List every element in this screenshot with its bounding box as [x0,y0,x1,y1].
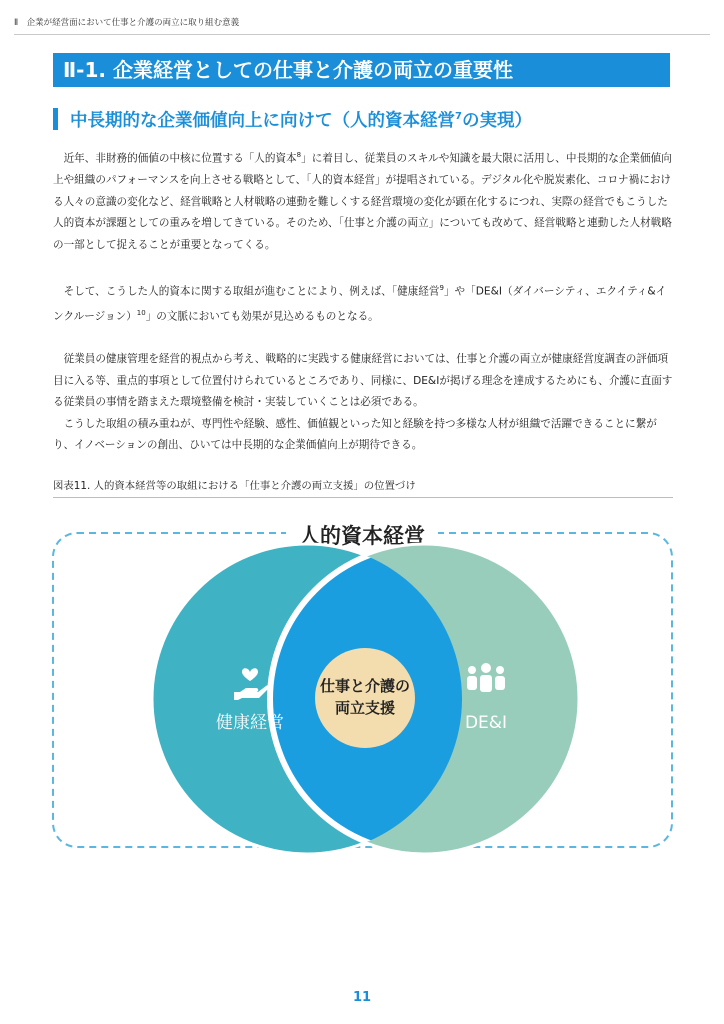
center-label-line2: 両立支援 [334,699,396,717]
center-label-line1: 仕事と介護の [319,677,411,695]
page-number: 11 [352,990,372,1005]
subsection-heading [53,106,532,132]
caption-divider [53,497,673,498]
footnote-ref: 7 [455,110,462,122]
running-header: Ⅱ 企業が経営面において仕事と介護の両立に取り組む意義 [14,18,240,28]
outer-label: 人的資本経営 [299,524,425,548]
figure-caption: 図表11. 人的資本経営等の取組における「仕事と介護の両立支援」の位置づけ [53,480,416,492]
footnote-ref: 10 [136,308,146,317]
heading-accent-bar [53,108,58,130]
right-circle-label: DE&I [464,713,508,733]
body-text [53,145,673,457]
section-title: Ⅱ-1. 企業経営としての仕事と介護の両立の重要性 [53,53,670,87]
footnote-ref: 8 [296,151,302,159]
paragraph-4: こうした取組の積み重ねが、専門性や経験、感性、価値観といった知と経験を持つ多様な人材が組織で活躍できることに繋がり、イノベーションの創出、ひいては中長期的な企業価値向上が期待できる。 [53,417,657,452]
subsection-title: 中長期的な企業価値向上に向けて（人的資本経営$^7$の実現） [70,110,532,131]
left-circle-label: 健康経営 [216,713,284,733]
people-group-icon [467,663,505,692]
paragraph-1: 近年、非財務的価値の中核に位置する「人的資本$^8$」に着目し、従業員のスキルや知識を最大限に活用し、中長期的な企業価値向上や組織のパフォーマンスを向上させる戦略として、「人的資本経営」が提唱されている。デジタル化や脱炭素化、コロナ禍における人々の意識の変化など、経営戦略と人材戦略の連動を難しくする経営環境の変化が顕在化するにつれ、実際の経営でもこうした人的資本が課題としての重みを増してきている。そのため、「仕事と介護の両立」についても改めて、経営戦略と連動した人材戦略の一部として捉えることが重要となってくる。 [53,151,672,251]
venn-diagram [0,515,724,860]
paragraph-2: そして、こうした人的資本に関する取組が進むことにより、例えば、「健康経営$^9$」や「DE&I（ダイバーシティ、エクイティ&インクルージョン）$^{10}$」の文脈においても効果が見込めるものとなる。 [53,283,667,323]
paragraph-3: 従業員の健康管理を経営的視点から考え、戦略的に実践する健康経営においては、仕事と介護の両立が健康経営度調査の評価項目に入る等、重点的事項として位置付けられているところであり、同様に、DE&Iが掲げる理念を達成するためにも、介護に直面する従業員の事情を踏まえた環境整備を検討・実装していくことは必須である。 [53,353,673,409]
header-divider [14,34,710,35]
center-disk [315,648,415,748]
footnote-ref: 9 [439,283,444,292]
